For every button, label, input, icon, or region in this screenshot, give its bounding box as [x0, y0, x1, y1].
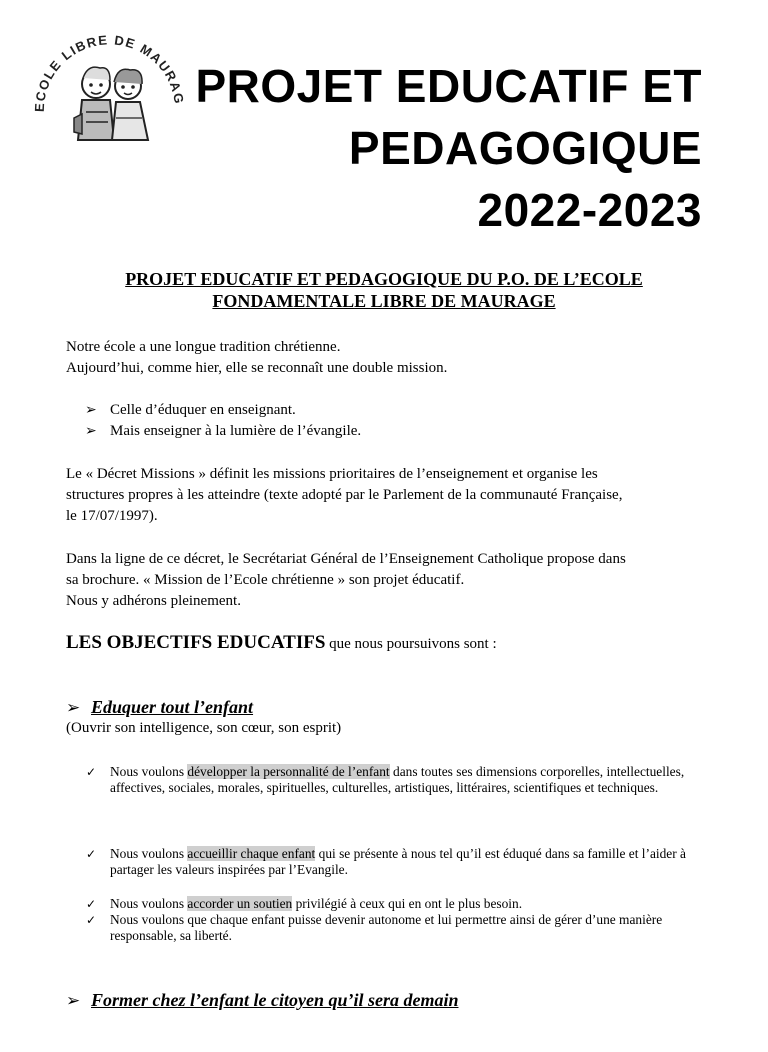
checkmark-icon: ✓ — [86, 913, 97, 927]
check-text-post: dans toutes ses dimensions corporelles, intellectuelles, affectives, sociales, morales, spirituelles, culturelles, artistiques, littéraires, scientifiques et techniques. — [110, 764, 685, 795]
check-item-text: Nous voulons que chaque enfant puisse devenir autonome et lui permettre ainsi de gérer d’une manière responsable, sa liberté. — [110, 912, 663, 943]
arrow-bullet-icon: ➢ — [66, 991, 81, 1011]
title-line-3: 2022-2023 — [477, 184, 702, 236]
checklist-2 — [86, 846, 706, 878]
list-item — [85, 421, 361, 442]
objectives-heading-rest: que nous poursuivons sont : — [325, 636, 497, 652]
intro-line-1: Notre école a une longue tradition chrétienne. — [66, 339, 341, 355]
decret-line-3: le 17/07/1997). — [66, 508, 158, 524]
svg-text:ECOLE LIBRE DE MAURAGE — [30, 22, 185, 112]
highlighted-text: développer la personnalité de l’enfant — [187, 764, 390, 779]
sgec-line-1: Dans la ligne de ce décret, le Secrétariat Général de l’Enseignement Catholique propose dans — [66, 551, 626, 567]
highlighted-text: accorder un soutien — [187, 896, 293, 911]
list-item — [86, 896, 706, 912]
decret-paragraph — [66, 464, 716, 527]
document-subtitle — [60, 268, 708, 312]
logo-text: ECOLE LIBRE DE MAURA — [31, 32, 185, 113]
intro-line-2: Aujourd’hui, comme hier, elle se reconnaît une double mission. — [66, 360, 448, 376]
check-text-post: privilégié à ceux qui en ont le plus besoin. — [292, 896, 523, 911]
title-line-1: PROJET EDUCATIF ET — [195, 60, 702, 112]
check-text-pre: Nous voulons — [110, 764, 188, 779]
sgec-line-2: sa brochure. « Mission de l’Ecole chrétienne » son projet éducatif. — [66, 572, 465, 588]
check-item-text — [110, 764, 706, 796]
checkmark-icon: ✓ — [86, 847, 97, 861]
section-heading-text: Former chez l’enfant le citoyen qu’il sera demain — [91, 990, 459, 1010]
arrow-bullet-icon: ➢ — [85, 402, 97, 418]
mission-item-2: Mais enseigner à la lumière de l’évangile. — [110, 423, 362, 439]
checklist-3 — [86, 896, 706, 944]
mission-list — [85, 400, 361, 442]
mission-item-1: Celle d’éduquer en enseignant. — [110, 402, 296, 418]
subtitle-line-1: PROJET EDUCATIF ET PEDAGOGIQUE DU P.O. DE L’ECOLE — [125, 269, 643, 289]
sgec-paragraph — [66, 549, 716, 612]
check-item-text — [110, 896, 706, 912]
checkmark-icon: ✓ — [86, 897, 97, 911]
section-subtitle: (Ouvrir son intelligence, son cœur, son esprit) — [66, 720, 342, 736]
section-heading-citoyen — [66, 990, 458, 1011]
list-item — [85, 400, 361, 421]
check-text-pre: Nous voulons — [110, 896, 188, 911]
subtitle-line-2: FONDAMENTALE LIBRE DE MAURAGE — [212, 291, 556, 311]
objectives-heading — [66, 632, 497, 654]
decret-line-2: structures propres à les atteindre (texte adopté par le Parlement de la communauté Française, — [66, 487, 623, 503]
checkmark-icon: ✓ — [86, 765, 97, 779]
section-heading-eduquer — [66, 697, 253, 718]
arrow-bullet-icon: ➢ — [85, 423, 97, 439]
check-item-text — [110, 846, 706, 878]
objectives-heading-strong: LES OBJECTIFS EDUCATIFS — [66, 632, 326, 653]
intro-paragraph — [66, 337, 716, 379]
highlighted-text: accueillir chaque enfant — [187, 846, 316, 861]
decret-line-1: Le « Décret Missions » définit les missions prioritaires de l’enseignement et organise les — [66, 466, 598, 482]
list-item — [86, 764, 706, 796]
sgec-line-3: Nous y adhérons pleinement. — [66, 593, 241, 609]
school-logo — [30, 22, 185, 157]
list-item — [86, 912, 706, 944]
section-heading-text: Eduquer tout l’enfant — [91, 697, 254, 717]
check-text-pre: Nous voulons — [110, 846, 188, 861]
page-title — [195, 55, 702, 241]
list-item — [86, 846, 706, 878]
title-line-2: PEDAGOGIQUE — [348, 122, 702, 174]
check-text-post: qui se présente à nous tel qu’il est éduqué dans sa famille et l’aider à partager les valeurs inspirées par l’Evangile. — [110, 846, 687, 877]
school-children-logo-icon — [30, 22, 185, 157]
checklist-1 — [86, 764, 706, 796]
arrow-bullet-icon: ➢ — [66, 698, 81, 718]
